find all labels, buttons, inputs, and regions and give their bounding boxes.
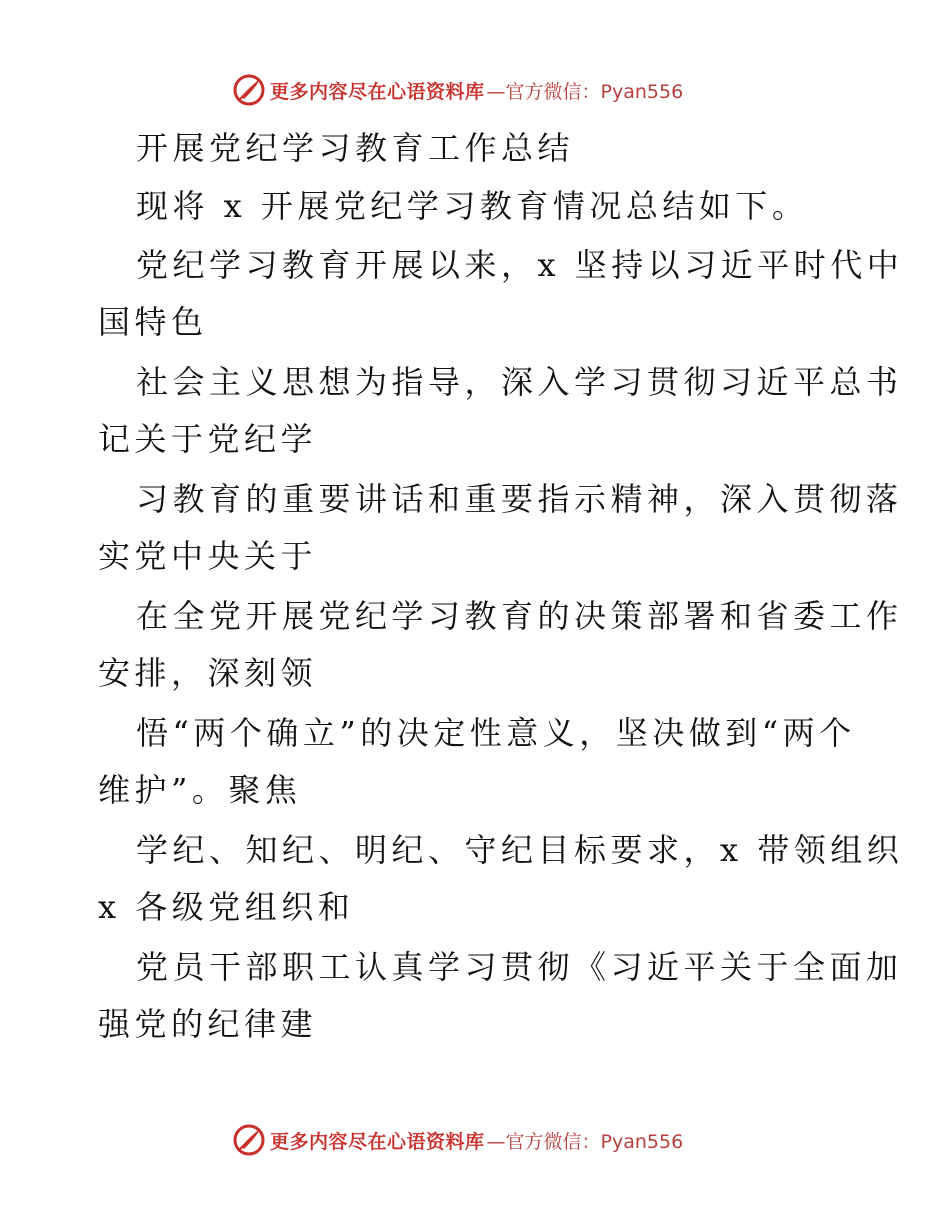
paragraph-line: 强党的纪律建	[98, 1005, 318, 1043]
paragraph-line: 实党中央关于	[98, 537, 318, 575]
paragraph-line: 在全党开展党纪学习教育的决策部署和省委工作	[136, 597, 903, 635]
watermark-sub-text: —官方微信：Pyan556	[486, 1130, 684, 1153]
paragraph-line: 维护”。聚焦	[98, 771, 302, 809]
paragraph-line: 安排，深刻领	[98, 654, 318, 692]
watermark-main-text: 更多内容尽在心语资料库	[270, 1130, 485, 1153]
quill-logo-icon	[232, 1123, 266, 1157]
paragraph-line: 国特色	[98, 303, 208, 341]
paragraph-line: 悟“两个确立”的决定性意义，坚决做到“两个	[136, 714, 856, 752]
paragraph-line: 社会主义思想为指导，深入学习贯彻习近平总书	[136, 363, 903, 401]
paragraph-line: 学纪、知纪、明纪、守纪目标要求，x 带领组织	[136, 831, 904, 869]
document-title: 开展党纪学习教育工作总结	[136, 129, 575, 167]
watermark-sub-text: —官方微信：Pyan556	[486, 80, 684, 103]
paragraph-line: x 各级党组织和	[98, 888, 355, 926]
paragraph-line: 现将 x 开展党纪学习教育情况总结如下。	[136, 187, 809, 225]
footer-watermark	[232, 1122, 732, 1158]
paragraph-line: 习教育的重要讲话和重要指示精神，深入贯彻落	[136, 480, 903, 518]
paragraph-line: 党员干部职工认真学习贯彻《习近平关于全面加	[136, 948, 903, 986]
quill-logo-icon	[232, 73, 266, 107]
header-watermark	[232, 72, 732, 108]
paragraph-line: 记关于党纪学	[98, 420, 318, 458]
paragraph-line: 党纪学习教育开展以来，x 坚持以习近平时代中	[136, 246, 904, 284]
watermark-main-text: 更多内容尽在心语资料库	[270, 80, 485, 103]
